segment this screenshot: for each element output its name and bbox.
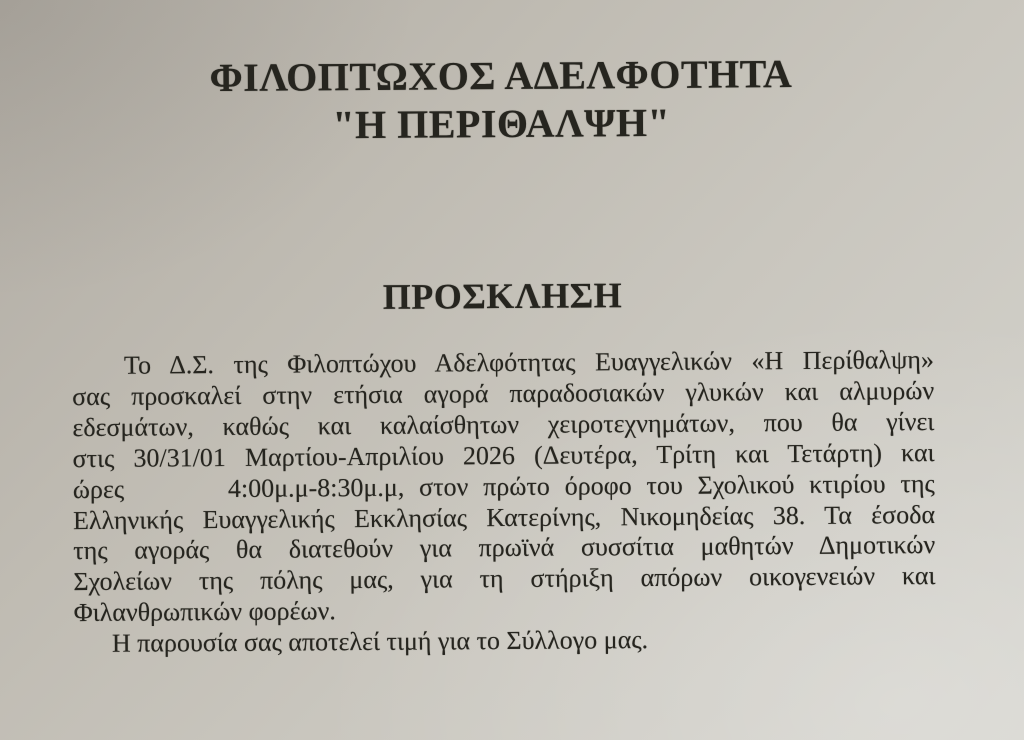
organization-name-line2: "Η ΠΕΡΙΘΑΛΨΗ"	[332, 99, 671, 148]
body-line: ώρες 4:00μ.μ-8:30μ.μ, στον πρώτο όροφο του Σχολικού κτιρίου της	[72, 468, 935, 504]
body-line: Ελληνικής Ευαγγελικής Εκκλησίας Κατερίνης, Νικομηδείας 38. Τα έσοδα	[72, 499, 936, 535]
invitation-heading: ΠΡΟΣΚΛΗΣΗ	[382, 275, 623, 317]
invitation-body	[72, 345, 936, 660]
body-line: εδεσμάτων, καθώς και καλαίσθητων χειροτεχνημάτων, που θα γίνει	[72, 406, 935, 442]
organization-name-line1: ΦΙΛΟΠΤΩΧΟΣ ΑΔΕΛΦΟΤΗΤΑ	[209, 51, 793, 101]
body-line: σας προσκαλεί στην ετήσια αγορά παραδοσιακών γλυκών και αλμυρών	[72, 375, 935, 411]
body-line: Φιλανθρωπικών φορέων.	[73, 596, 336, 628]
body-line: στις 30/31/01 Μαρτίου-Απριλίου 2026 (Δευτέρα, Τρίτη και Τετάρτη) και	[72, 437, 935, 473]
closing-line: Η παρουσία σας αποτελεί τιμή για το Σύλλογο μας.	[111, 625, 649, 658]
body-line: Σχολείων της πόλης μας, για τη στήριξη απόρων οικογενειών και	[73, 561, 936, 597]
text-column	[69, 0, 936, 658]
body-line: της αγοράς θα διατεθούν για πρωϊνά συσσίτια μαθητών Δημοτικών	[73, 530, 936, 566]
body-line: Το Δ.Σ. της Φιλοπτώχου Αδελφότητας Ευαγγελικών «Η Περίθαλψη»	[123, 345, 935, 380]
organization-title	[70, 49, 933, 151]
